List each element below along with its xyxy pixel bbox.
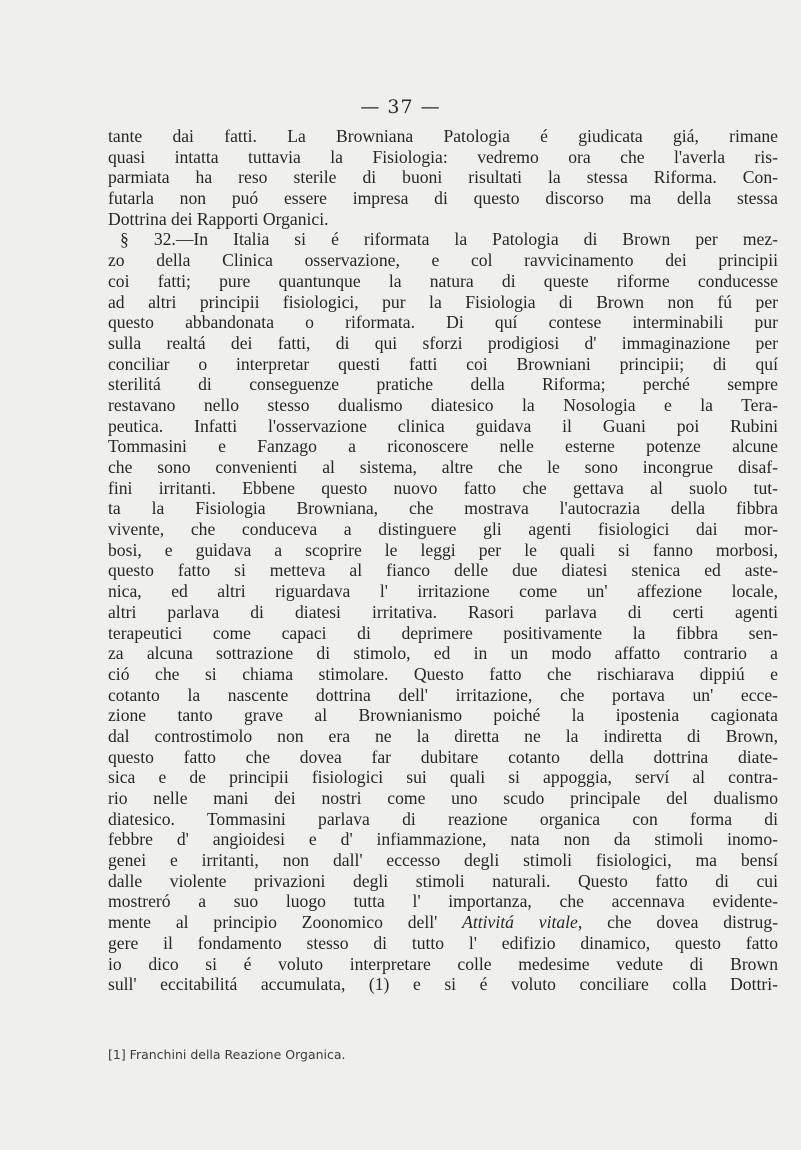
text-line: febbre d' angioidesi e d' infiammazione, nata non da stimoli inomo- bbox=[108, 829, 778, 850]
text-line: terapeutici come capaci di deprimere positivamente la fibbra sen- bbox=[108, 622, 778, 643]
text-line: zione tanto grave al Brownianismo poiché la ipostenia cagionata bbox=[108, 705, 778, 726]
text-line: che sono convenienti al sistema, altre che le sono incongrue disaf- bbox=[108, 457, 778, 477]
text-line: dalle violente privazioni degli stimoli naturali. Questo fatto di cui bbox=[108, 870, 778, 891]
page-number: — 37 — bbox=[360, 96, 441, 118]
text-line: sterilitá di conseguenze pratiche della Riforma; perché sempre bbox=[108, 374, 778, 395]
text-line: quasi intatta tuttavia la Fisiologia: vedremo ora che l'averla ris- bbox=[108, 146, 778, 167]
text-line: altri parlava di diatesi irritativa. Rasori parlava di certi agenti bbox=[108, 601, 778, 622]
text-line: za alcuna sottrazione di stimolo, ed in un modo affatto contrario a bbox=[108, 643, 778, 664]
text-line: sulla realtá dei fatti, di qui sforzi prodigiosi d' immaginazione per bbox=[108, 332, 778, 353]
text-line: gere il fondamento stesso di tutto l' edifizio dinamico, questo fatto bbox=[108, 932, 778, 953]
text-line: peutica. Infatti l'osservazione clinica guidava il Guani poi Rubini bbox=[108, 415, 778, 436]
text-line: restavano nello stesso dualismo diatesico la Nosologia e la Tera- bbox=[108, 394, 778, 415]
text-line: vivente, che conduceva a distinguere gli agenti fisiologici dai mor- bbox=[108, 519, 778, 540]
text-line: diatesico. Tommasini parlava di reazione organica con forma di bbox=[108, 808, 778, 829]
text-line: Dottrina dei Rapporti Organici. bbox=[108, 208, 329, 229]
text-line: nica, ed altri riguardava l' irritazione come un' affezione locale, bbox=[108, 581, 778, 602]
text-line: cotanto la nascente dottrina dell' irritazione, che portava un' ecce- bbox=[108, 684, 778, 705]
text-line: questo fatto che dovea far dubitare cotanto della dottrina diate- bbox=[108, 746, 778, 767]
text-line: rio nelle mani dei nostri come uno scudo principale del dualismo bbox=[108, 788, 778, 808]
text-line: dal controstimolo non era ne la diretta ne la indiretta di Brown, bbox=[108, 725, 778, 746]
text-line: ció che si chiama stimolare. Questo fatto che rischiarava dippiú e bbox=[108, 663, 778, 684]
text-line: futarla non puó essere impresa di questo discorso ma della stessa bbox=[108, 188, 778, 209]
text-line: parmiata ha reso sterile di buoni risultati la stessa Riforma. Con- bbox=[108, 167, 778, 188]
text-line: ta la Fisiologia Browniana, che mostrava l'autocrazia della fibbra bbox=[108, 498, 778, 519]
text-line: sull' eccitabilitá accumulata, (1) e si é voluto conciliare colla Dottri- bbox=[108, 974, 778, 995]
text-line: fini irritanti. Ebbene questo nuovo fatto che gettava al suolo tut- bbox=[108, 477, 778, 498]
footnote: [1] Franchini della Reazione Organica. bbox=[108, 1047, 346, 1062]
text-line: coi fatti; pure quantunque la natura di queste riforme conducesse bbox=[108, 270, 778, 291]
body-text bbox=[108, 126, 778, 995]
text-line: zo della Clinica osservazione, e col ravvicinamento dei principii bbox=[108, 250, 778, 271]
text-line: tante dai fatti. La Browniana Patologia é giudicata giá, rimane bbox=[108, 126, 778, 146]
text-line: ad altri principii fisiologici, pur la Fisiologia di Brown non fú per bbox=[108, 291, 778, 312]
text-line: genei e irritanti, non dall' eccesso degli stimoli fisiologici, ma bensí bbox=[108, 850, 778, 871]
text-line: io dico si é voluto interpretare colle medesime vedute di Brown bbox=[108, 953, 778, 974]
text-line: questo abbandonata o riformata. Di quí contese interminabili pur bbox=[108, 312, 778, 333]
text-line: Tommasini e Fanzago a riconoscere nelle esterne potenze alcune bbox=[108, 436, 778, 457]
text-line: mostreró a suo luogo tutta l' importanza, che accennava evidente- bbox=[108, 891, 778, 912]
text-line: § 32.—In Italia si é riformata la Patologia di Brown per mez- bbox=[120, 229, 778, 250]
text-line: mente al principio Zoonomico dell' Attivitá vitale, che dovea distrug- bbox=[108, 912, 778, 933]
text-line: conciliar o interpretar questi fatti coi Browniani principii; di quí bbox=[108, 353, 778, 374]
text-line: bosi, e guidava a scoprire le leggi per le quali si fanno morbosi, bbox=[108, 539, 778, 560]
italic-term: Attivitá vitale bbox=[462, 912, 578, 933]
text-line: sica e de principii fisiologici sui quali si appoggia, serví al contra- bbox=[108, 767, 778, 788]
text-line: questo fatto si metteva al fianco delle due diatesi stenica ed aste- bbox=[108, 560, 778, 581]
